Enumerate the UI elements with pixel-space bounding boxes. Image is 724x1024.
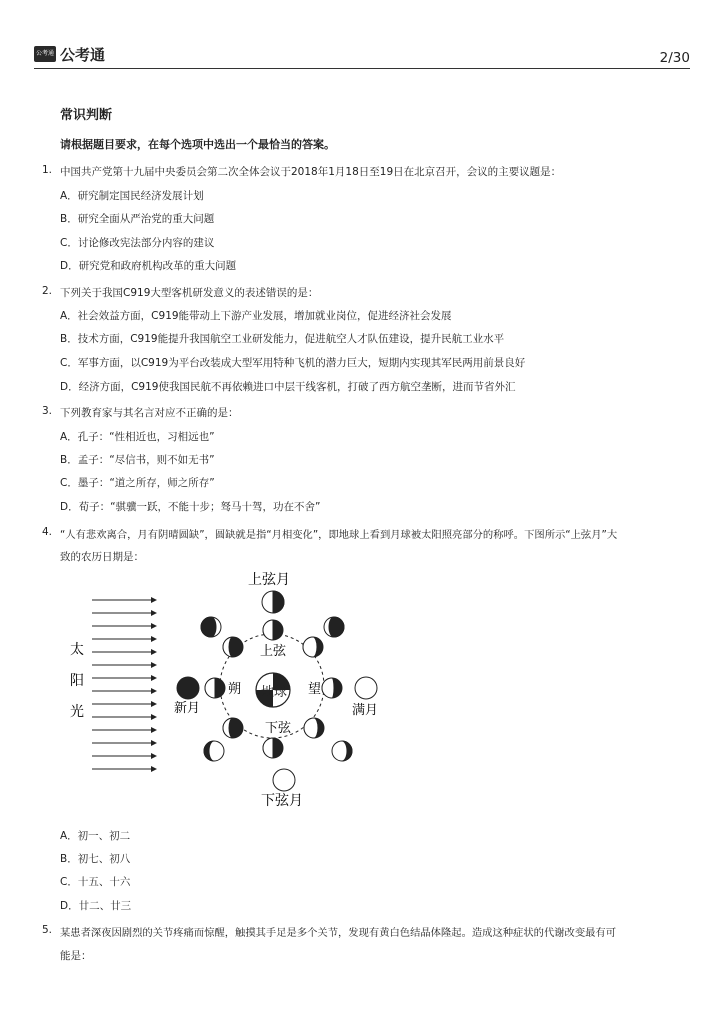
option: D．荀子：“骐骥一跃，不能十步；驽马十驾，功在不舍” [60,501,321,513]
option: B．技术方面，C919能提升我国航空工业研发能力，促进航空人才队伍建设，提升民航工业水平 [60,333,505,345]
brand-logo: 公考通 [34,46,56,62]
earth-label: 地球 [261,685,288,700]
question-stem: 下列关于我国C919大型客机研发意义的表述错误的是： [60,287,319,299]
moon-phase-diagram [70,568,390,814]
moon-appearance [201,617,221,637]
moon-phase [223,718,243,738]
question-number: 5. [42,924,53,936]
label-new-moon-inner: 朔 [228,682,242,697]
moon-appearance [177,677,199,699]
option: A．孔子：“性相近也，习相远也” [60,431,215,443]
option: B．孟子：“尽信书，则不如无书” [60,454,215,466]
option: A．初一、初二 [60,830,131,842]
moon-phase [223,637,243,657]
moon-phase [263,620,283,640]
question-stem: 下列教育家与其名言对应不正确的是： [60,407,239,419]
page-header [34,44,690,69]
option: A．研究制定国民经济发展计划 [60,190,204,202]
question-stem-cont: 能是： [60,950,92,962]
option: B．研究全面从严治党的重大问题 [60,213,215,225]
option: B．初七、初八 [60,853,131,865]
question-stem: 某患者深夜因剧烈的关节疼痛而惊醒，触摸其手足是多个关节，发现有黄白色结晶体隆起。造成这种症状的代谢改变最有可 [60,927,617,939]
question-number: 4. [42,526,53,538]
label-new-moon: 新月 [174,701,201,716]
label-first-quarter: 上弦月 [248,572,290,588]
question-number: 1. [42,164,53,176]
moon-phase [303,637,323,657]
question-stem-cont: 致的农历日期是： [60,551,144,563]
moon-appearance [332,741,352,761]
earth [256,673,290,707]
page-number: 2/30 [659,50,690,66]
label-full-moon-inner: 望 [308,682,322,697]
moon-phase [304,718,324,738]
option: C．墨子：“道之所存，师之所存” [60,477,215,489]
question-number: 3. [42,405,53,417]
sunlight-label-char: 阳 [70,673,84,689]
section-title: 常识判断 [60,108,113,123]
option: D．廿二、廿三 [60,900,132,912]
brand-name: 公考通 [60,46,106,64]
moon-appearance [204,741,224,761]
question-stem: 中国共产党第十九届中央委员会第二次全体会议于2018年1月18日至19日在北京召开，会议的主要议题是： [60,166,562,178]
moon-appearance [355,677,377,699]
option: C．军事方面，以C919为平台改装成大型军用特种飞机的潜力巨大，短期内实现其军民两用前景良好 [60,357,526,369]
sunlight-arrows [92,600,156,769]
question-stem: “人有悲欢离合，月有阴晴圆缺”，圆缺就是指“月相变化”，即地球上看到月球被太阳照亮部分的称呼。下图所示“上弦月”大 [60,529,618,541]
label-inner-first-quarter: 上弦 [260,644,287,659]
option: C．讨论修改宪法部分内容的建议 [60,237,215,249]
option: D．经济方面，C919使我国民航不再依赖进口中层干线客机，打破了西方航空垄断，进而节省外汇 [60,381,516,393]
moon-appearance [273,769,295,791]
option: D．研究党和政府机构改革的重大问题 [60,260,237,272]
label-last-quarter: 下弦月 [261,793,303,809]
moon-phase [205,678,225,698]
label-full-moon: 满月 [352,703,379,718]
option: C．十五、十六 [60,876,131,888]
moon-phase [263,738,283,758]
sunlight-label-char: 光 [70,704,84,720]
sunlight-label-char: 太 [70,642,84,658]
moon-appearance [324,617,344,637]
section-instruction: 请根据题目要求，在每个选项中选出一个最恰当的答案。 [60,138,335,151]
moon-phase [322,678,342,698]
label-inner-last-quarter: 下弦 [265,721,292,736]
option: A．社会效益方面，C919能带动上下游产业发展，增加就业岗位，促进经济社会发展 [60,310,452,322]
moon-appearance [262,591,284,613]
question-number: 2. [42,285,53,297]
